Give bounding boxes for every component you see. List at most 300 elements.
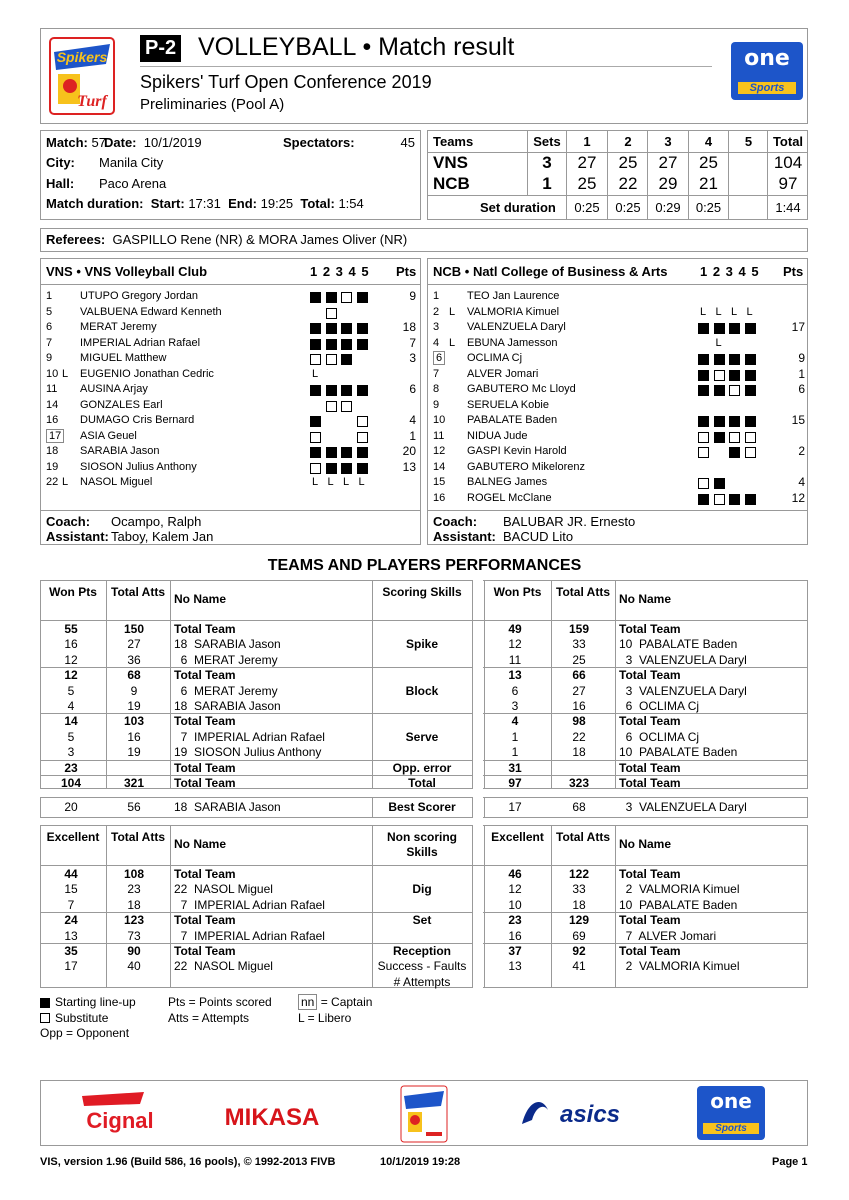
stat-cell: 16 [127, 729, 141, 744]
stat-cell: Total [408, 776, 436, 790]
starting-lineup-square [357, 323, 368, 334]
player-points: 12 [791, 490, 805, 505]
hall-value: Paco Arena [99, 176, 167, 191]
libero-marker: L [62, 476, 69, 488]
stat-cell: 2 VALMORIA Kimuel [619, 882, 740, 897]
stat-cell: 73 [127, 928, 141, 943]
stat-cell: Total Team [619, 776, 681, 790]
legend-opp: Opp = Opponent [40, 1026, 130, 1040]
score-header-sets: Sets [533, 134, 561, 149]
best-scorer-cell: 20 [64, 800, 78, 814]
stat-cell: 3 VALENZUELA Daryl [619, 652, 747, 667]
starting-lineup-square [341, 447, 352, 458]
stat-cell: 18 SARABIA Jason [174, 699, 281, 713]
player-points: 6 [798, 382, 805, 396]
stat-cell: 12 [64, 652, 78, 667]
match-duration: Match duration: Start: 17:31 End: 19:25 Total: 1:54 [46, 196, 364, 211]
stat-cell: 7 IMPERIAL Adrian Rafael [174, 897, 325, 912]
score-team-1: VNS [433, 153, 468, 172]
starting-lineup-square [310, 447, 321, 458]
libero-set-mark: L [700, 305, 707, 318]
substitute-square [698, 478, 709, 489]
player-name: NASOL Miguel [80, 476, 153, 488]
player-number: 4 [433, 336, 440, 349]
player-name: VALENZUELA Daryl [467, 321, 566, 333]
player-name: UTUPO Gregory Jordan [80, 290, 198, 302]
libero-set-mark: L [731, 305, 738, 318]
best-scorer-cell: 18 SARABIA Jason [174, 800, 281, 814]
starting-lineup-square [714, 354, 725, 365]
column-header: No Name [174, 837, 227, 851]
stat-cell: 18 [127, 897, 141, 912]
legend-libero: L = Libero [298, 1010, 352, 1025]
stat-cell: 18 SARABIA Jason [174, 637, 281, 652]
substitute-square [326, 401, 337, 412]
starting-lineup-square [698, 416, 709, 427]
best-scorer-cell: 56 [127, 800, 141, 814]
substitute-square [310, 463, 321, 474]
score-team-1-s1: 27 [577, 153, 597, 172]
libero-marker: L [62, 367, 69, 380]
team-b-coach: Coach: BALUBAR JR. Ernesto [433, 514, 636, 529]
column-gap [473, 911, 483, 914]
player-points: 6 [409, 382, 416, 396]
stat-cell: 13 [508, 959, 522, 974]
stat-cell: Success - Faults [377, 959, 467, 974]
score-team-1-s2: 25 [618, 153, 638, 172]
stat-cell: 12 [64, 668, 78, 683]
player-name: MERAT Jeremy [80, 321, 157, 333]
score-team-1-s3: 27 [658, 153, 678, 172]
stat-cell: 49 [508, 622, 522, 636]
stat-cell: 23 [127, 882, 141, 897]
starting-lineup-square [729, 494, 740, 505]
player-number: 5 [46, 305, 53, 318]
stat-cell: 150 [123, 622, 145, 636]
stat-cell: 3 [67, 745, 75, 760]
asics-logo [518, 1090, 630, 1136]
starting-lineup-square [357, 463, 368, 474]
player-number: 15 [433, 476, 446, 488]
legend-substitute: Substitute [40, 1011, 136, 1027]
stat-cell: 7 IMPERIAL Adrian Rafael [174, 729, 325, 744]
stat-cell: Total Team [174, 714, 236, 729]
substitute-square [310, 354, 321, 365]
competition-name: Spikers' Turf Open Conference 2019 [140, 72, 432, 92]
hall-label: Hall: [46, 176, 75, 191]
substitute-square [698, 432, 709, 443]
stat-cell: Total Team [174, 867, 236, 881]
best-scorer-cell: 68 [572, 800, 586, 814]
stat-cell: 69 [572, 928, 586, 943]
stat-cell: 27 [127, 637, 141, 652]
set-duration-2: 0:25 [615, 200, 641, 215]
player-points: 13 [402, 459, 416, 474]
player-number: 17 [46, 429, 64, 444]
starting-lineup-square [341, 463, 352, 474]
stat-cell: 103 [123, 714, 145, 729]
score-header-set4: 4 [704, 134, 713, 149]
skills-header: Scoring Skills [382, 585, 462, 599]
score-team-2-s3: 29 [658, 174, 678, 193]
substitute-square [714, 370, 725, 381]
skills-header: Non scoring Skills [386, 830, 457, 859]
footer-version: VIS, version 1.96 (Build 586, 16 pools), © 1992-2013 FIVB [40, 1156, 336, 1168]
stat-cell: 31 [508, 760, 522, 775]
starting-lineup-square [357, 339, 368, 350]
page-badge: P-2 [140, 35, 181, 62]
svg-text:Spikers: Spikers [56, 49, 108, 65]
match-date: Date: 10/1/2019 [104, 135, 202, 150]
player-points: 18 [402, 320, 416, 334]
substitute-square [326, 354, 337, 365]
team-b-pts-header: Pts [783, 264, 804, 279]
score-team-2-total: 97 [778, 174, 798, 193]
stat-cell: 22 NASOL Miguel [174, 882, 273, 897]
score-team-2-s4: 21 [699, 174, 718, 193]
score-header-set3: 3 [664, 134, 672, 149]
stat-cell: Total Team [619, 622, 681, 636]
score-header-set2: 2 [624, 134, 632, 149]
libero-marker: L [449, 336, 456, 349]
libero-set-mark: L [312, 476, 319, 488]
team-a-title: VNS • VNS Volleyball Club [46, 264, 208, 279]
stat-cell: 323 [568, 776, 590, 790]
best-scorer-cell: 3 VALENZUELA Daryl [619, 800, 747, 814]
score-team-2-s2: 22 [618, 174, 638, 193]
stat-cell: 122 [568, 867, 590, 881]
libero-set-mark: L [358, 476, 365, 488]
stat-cell: Total Team [174, 760, 236, 775]
substitute-square [341, 401, 352, 412]
substitute-square [341, 292, 352, 303]
starting-lineup-square [326, 385, 337, 396]
stat-cell: 12 [508, 637, 522, 652]
column-header: Total Atts [111, 585, 165, 599]
starting-lineup-square [729, 416, 740, 427]
best-scorer-cell: 17 [508, 800, 522, 814]
player-name: IMPERIAL Adrian Rafael [80, 336, 201, 349]
column-header: Won Pts [493, 585, 542, 599]
starting-lineup-square [698, 323, 709, 334]
player-name: VALMORIA Kimuel [467, 305, 560, 318]
svg-text:asics: asics [559, 1101, 621, 1128]
player-name: GONZALES Earl [80, 398, 163, 411]
stat-cell: 36 [127, 652, 141, 667]
starting-lineup-square [745, 323, 756, 334]
stat-cell: 7 [67, 897, 75, 912]
page-title: VOLLEYBALL • Match result [198, 33, 515, 61]
city-label: City: [46, 155, 75, 170]
stat-cell: 3 VALENZUELA Daryl [619, 683, 747, 698]
performance-title: TEAMS AND PLAYERS PERFORMANCES [267, 557, 582, 574]
starting-lineup-square [729, 447, 740, 458]
stat-cell: Spike [405, 637, 438, 652]
legend-middle [168, 995, 272, 1026]
player-name: TEO Jan Laurence [467, 290, 560, 302]
score-team-2: NCB [433, 174, 470, 193]
stat-cell: 19 [127, 699, 141, 713]
stat-cell: 55 [64, 622, 78, 636]
player-number: 3 [433, 321, 440, 333]
column-gap [473, 759, 483, 762]
stat-cell: 17 [64, 959, 78, 974]
player-number: 9 [433, 398, 440, 411]
column-gap [473, 712, 483, 715]
spikers-turf-sponsor-logo [398, 1084, 450, 1144]
score-header-set1: 1 [583, 134, 591, 149]
player-name: SERUELA Kobie [467, 398, 549, 411]
player-number: 22 [46, 476, 59, 488]
column-gap [473, 824, 483, 989]
stat-cell: 18 [572, 897, 586, 912]
libero-set-mark: L [715, 336, 722, 349]
starting-lineup-square [729, 370, 740, 381]
stat-cell: 7 IMPERIAL Adrian Rafael [174, 928, 325, 943]
starting-lineup-square [310, 292, 321, 303]
stat-cell: 35 [64, 944, 78, 958]
column-header: Total Atts [111, 830, 165, 844]
stat-cell: 13 [508, 668, 522, 683]
column-gap [473, 942, 483, 945]
team-a-pts-header: Pts [396, 264, 417, 279]
player-name: AUSINA Arjay [80, 383, 148, 395]
stat-cell: Total Team [619, 714, 681, 729]
starting-lineup-square [745, 416, 756, 427]
substitute-square [745, 432, 756, 443]
one-sports-logo: one Sports [731, 42, 803, 100]
stat-cell: Reception [392, 944, 451, 958]
stat-cell: 6 [511, 683, 519, 698]
starting-lineup-square [341, 385, 352, 396]
starting-lineup-square [357, 385, 368, 396]
player-points: 15 [791, 413, 805, 427]
player-name: GABUTERO Mc Lloyd [467, 383, 576, 395]
score-header-set5: 5 [744, 134, 753, 149]
starting-lineup-square [310, 323, 321, 334]
stat-cell: Total Team [619, 668, 681, 683]
starting-lineup-square [326, 292, 337, 303]
starting-lineup-square [729, 323, 740, 334]
phase-name: Preliminaries (Pool A) [140, 96, 285, 113]
stat-cell: Total Team [619, 944, 681, 958]
column-header: No Name [619, 837, 672, 851]
column-header: No Name [174, 592, 227, 606]
stat-cell: Serve [405, 729, 439, 744]
starting-lineup-square [698, 494, 709, 505]
stat-cell: Total Team [174, 944, 236, 958]
stat-cell: 1 [511, 745, 519, 760]
substitute-square [698, 447, 709, 458]
stat-cell: 10 [508, 897, 522, 912]
starting-lineup-square [714, 432, 725, 443]
stat-cell: 23 [64, 760, 78, 775]
stat-cell: 19 [127, 745, 141, 760]
stat-cell: 33 [572, 882, 586, 897]
player-name: PABALATE Baden [467, 414, 558, 426]
player-number: 11 [433, 429, 445, 442]
header-divider [140, 66, 712, 67]
starting-lineup-square [698, 385, 709, 396]
player-points: 1 [409, 428, 416, 443]
player-number: 2 [433, 305, 440, 318]
stat-cell: 24 [64, 913, 78, 928]
player-number: 7 [433, 367, 440, 380]
stat-cell: Total Team [174, 668, 236, 683]
player-name: EUGENIO Jonathan Cedric [80, 367, 214, 380]
stat-cell: 33 [572, 637, 586, 652]
column-header: Excellent [46, 830, 100, 844]
svg-text:Cignal: Cignal [86, 1108, 154, 1133]
stat-cell: 25 [572, 652, 586, 667]
stat-cell: 5 [67, 729, 75, 744]
stat-cell: 2 VALMORIA Kimuel [619, 959, 740, 974]
player-name: ROGEL McClane [467, 491, 552, 504]
stat-cell: 129 [568, 913, 590, 928]
libero-set-mark: L [343, 476, 350, 488]
legend-atts: Atts = Attempts [168, 1010, 250, 1025]
player-points: 4 [798, 475, 805, 489]
svg-text:MIKASA: MIKASA [224, 1104, 320, 1131]
stat-cell: 321 [123, 776, 145, 790]
player-points: 1 [798, 366, 805, 381]
player-number: 6 [46, 321, 53, 333]
stat-cell: Total Team [174, 913, 236, 928]
starting-lineup-square [714, 323, 725, 334]
starting-lineup-square [341, 323, 352, 334]
spectators-value: 45 [400, 135, 415, 150]
score-team-1-total: 104 [773, 153, 803, 172]
substitute-square [729, 385, 740, 396]
stat-cell: 92 [572, 944, 586, 958]
column-header: No Name [619, 592, 672, 606]
score-team-2-sets: 1 [542, 174, 552, 193]
starting-lineup-square [729, 354, 740, 365]
stat-cell: 41 [572, 959, 586, 974]
legend-pts: Pts = Points scored [168, 995, 272, 1009]
column-divider [170, 580, 171, 789]
stat-cell: 46 [508, 867, 522, 881]
score-team-1-sets: 3 [542, 153, 552, 172]
player-name: SIOSON Julius Anthony [80, 460, 197, 473]
stat-cell: 7 ALVER Jomari [619, 928, 717, 943]
stat-cell: 37 [508, 944, 522, 958]
stat-cell: 5 [67, 683, 75, 698]
column-header: Excellent [491, 830, 544, 844]
starting-lineup-square [326, 323, 337, 334]
stat-cell: 23 [508, 913, 522, 928]
column-header: Total Atts [556, 830, 610, 844]
stat-cell: 98 [572, 714, 586, 729]
stat-cell: 16 [572, 699, 586, 713]
stat-cell: 6 OCLIMA Cj [619, 699, 700, 713]
referees-row: Referees: GASPILLO Rene (NR) & MORA James Oliver (NR) [46, 232, 408, 247]
substitute-square [326, 308, 337, 319]
player-name: VALBUENA Edward Kenneth [80, 305, 222, 318]
stat-cell: Set [412, 913, 432, 928]
player-name: DUMAGO Cris Bernard [80, 414, 195, 426]
stat-cell: 40 [127, 959, 141, 974]
stat-cell: 13 [64, 928, 78, 943]
stat-cell: 18 [572, 745, 586, 760]
player-number: 9 [46, 352, 53, 364]
column-divider [615, 825, 616, 988]
player-number: 11 [46, 383, 58, 395]
stat-cell: 12 [508, 882, 522, 897]
stat-cell: 6 MERAT Jeremy [174, 683, 278, 698]
player-number: 1 [433, 290, 440, 302]
starting-lineup-square [698, 370, 709, 381]
player-number: 14 [433, 460, 446, 473]
stat-cell: 159 [568, 622, 590, 636]
libero-set-mark: L [312, 367, 319, 380]
player-name: SARABIA Jason [80, 445, 160, 457]
header-separator [40, 865, 808, 866]
starting-lineup-square [357, 292, 368, 303]
stat-cell: Total Team [174, 622, 236, 636]
stat-cell: 22 [572, 729, 586, 744]
player-name: EBUNA Jamesson [467, 336, 558, 349]
player-number: 19 [46, 460, 59, 473]
team-b-sets-header: 1 2 3 4 5 [700, 264, 759, 279]
column-gap [473, 666, 483, 669]
substitute-square [357, 432, 368, 443]
starting-lineup-square [357, 447, 368, 458]
starting-lineup-square [714, 478, 725, 489]
starting-lineup-square [310, 339, 321, 350]
score-team-1-s4: 25 [699, 153, 718, 172]
starting-lineup-square [341, 354, 352, 365]
stat-cell: 6 MERAT Jeremy [174, 652, 278, 667]
stat-cell: Block [405, 683, 439, 698]
player-name: GASPI Kevin Harold [467, 445, 567, 457]
stat-cell: 6 OCLIMA Cj [619, 729, 700, 744]
starting-lineup-square [714, 416, 725, 427]
stat-cell: 14 [64, 714, 78, 729]
stat-cell: 15 [64, 882, 78, 897]
starting-lineup-square [326, 447, 337, 458]
stat-cell: 19 SIOSON Julius Anthony [174, 745, 322, 760]
mikasa-logo [208, 1095, 336, 1135]
starting-lineup-square [310, 385, 321, 396]
legend-starting: Starting line-up [40, 995, 136, 1011]
starting-lineup-square [326, 339, 337, 350]
stat-cell: Total Team [174, 776, 236, 790]
player-name: ALVER Jomari [467, 367, 539, 380]
spectators-label: Spectators: [283, 135, 355, 150]
set-duration-total: 1:44 [775, 200, 801, 215]
column-divider [170, 825, 171, 988]
stat-cell: 104 [60, 776, 82, 790]
starting-lineup-square [698, 354, 709, 365]
player-number: 6 [433, 351, 445, 366]
starting-lineup-square [745, 385, 756, 396]
column-divider [615, 580, 616, 789]
stat-cell: Total Team [619, 867, 681, 881]
city-value: Manila City [99, 155, 164, 170]
starting-lineup-square [341, 339, 352, 350]
team-b-assistant: Assistant: BACUD Lito [433, 529, 574, 544]
stat-cell: 97 [508, 776, 522, 790]
libero-marker: L [449, 305, 456, 318]
column-header: Won Pts [49, 585, 97, 599]
set-duration-1: 0:25 [574, 200, 600, 215]
stat-cell: 1 [511, 729, 519, 744]
stat-cell: 4 [511, 714, 519, 729]
spikers-turf-logo [44, 34, 120, 118]
stat-cell: 90 [127, 944, 141, 958]
stat-cell: Dig [412, 882, 432, 897]
